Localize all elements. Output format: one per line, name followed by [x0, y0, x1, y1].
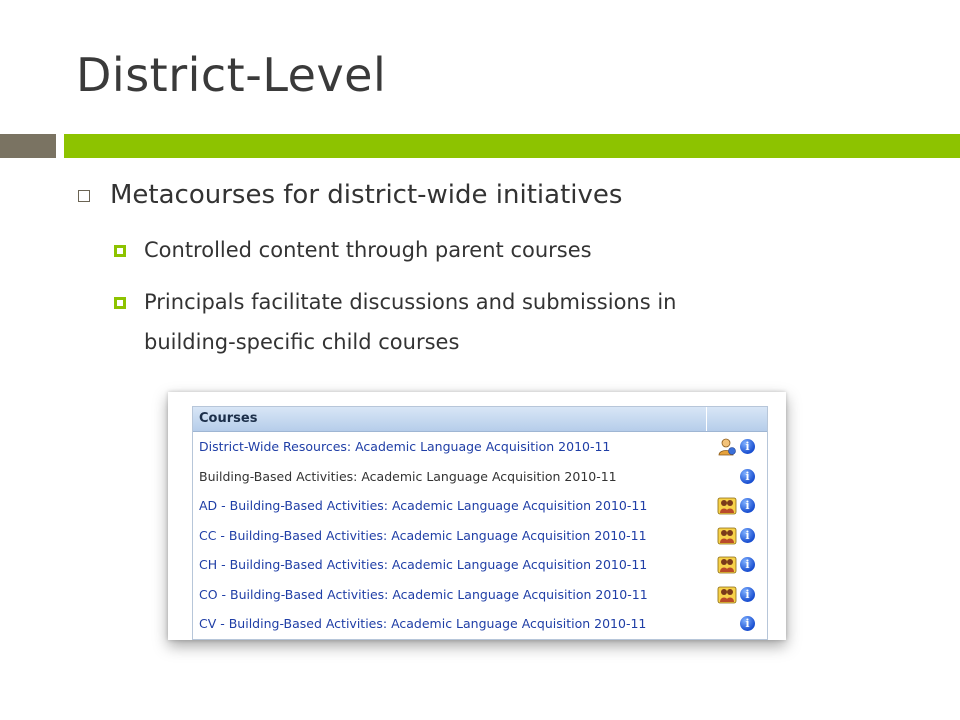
- course-link[interactable]: AD - Building-Based Activities: Academic Language Acquisition 2010-11: [199, 498, 648, 514]
- icons-column-header: [707, 407, 767, 431]
- course-link[interactable]: CC - Building-Based Activities: Academic Language Acquisition 2010-11: [199, 527, 647, 543]
- course-link[interactable]: CH - Building-Based Activities: Academic Language Acquisition 2010-11: [199, 557, 648, 573]
- bullet-main-text: Metacourses for district-wide initiatives: [110, 180, 623, 210]
- courses-table-body: [193, 432, 767, 639]
- row-icons: [713, 615, 763, 633]
- courses-screenshot: [168, 392, 786, 640]
- table-row: [193, 491, 767, 521]
- group-icon[interactable]: [717, 497, 737, 515]
- slide-title: District-Level: [76, 48, 387, 102]
- course-link[interactable]: CV - Building-Based Activities: Academic Language Acquisition 2010-11: [199, 616, 647, 632]
- courses-table-header: [193, 407, 767, 432]
- info-icon[interactable]: i: [740, 557, 755, 572]
- sub-bullet-1-text: Controlled content through parent courses: [144, 238, 592, 262]
- info-icon[interactable]: i: [740, 528, 755, 543]
- group-icon[interactable]: [717, 556, 737, 574]
- title-divider-dark: [0, 134, 56, 158]
- row-icons: [713, 497, 763, 515]
- title-divider-green: [64, 134, 960, 158]
- group-icon[interactable]: [717, 527, 737, 545]
- info-icon[interactable]: i: [740, 498, 755, 513]
- course-name: Building-Based Activities: Academic Language Acquisition 2010-11: [199, 468, 617, 484]
- sub-bullet-2-text-cont: building-specific child courses: [144, 330, 460, 354]
- course-link[interactable]: District-Wide Resources: Academic Language Acquisition 2010-11: [199, 439, 611, 455]
- row-icons: [713, 586, 763, 604]
- table-row: [193, 462, 767, 492]
- row-icons: [713, 468, 763, 486]
- square-bullet-icon: [114, 245, 126, 257]
- info-icon[interactable]: i: [740, 587, 755, 602]
- table-row: [193, 432, 767, 462]
- square-bullet-icon: [114, 297, 126, 309]
- table-row: [193, 609, 767, 639]
- sub-bullet-2-text: Principals facilitate discussions and submissions in: [144, 290, 677, 314]
- courses-column-header[interactable]: Courses: [193, 407, 707, 431]
- table-row: [193, 521, 767, 551]
- row-icons: [713, 527, 763, 545]
- table-row: [193, 580, 767, 610]
- table-row: [193, 550, 767, 580]
- info-icon[interactable]: i: [740, 616, 755, 631]
- group-icon[interactable]: [717, 586, 737, 604]
- course-link[interactable]: CO - Building-Based Activities: Academic Language Acquisition 2010-11: [199, 586, 648, 602]
- info-icon[interactable]: i: [740, 439, 755, 454]
- person-icon[interactable]: [717, 438, 737, 456]
- info-icon[interactable]: i: [740, 469, 755, 484]
- hollow-square-bullet-icon: [78, 190, 90, 202]
- row-icons: [713, 438, 763, 456]
- courses-table: [192, 406, 768, 640]
- row-icons: [713, 556, 763, 574]
